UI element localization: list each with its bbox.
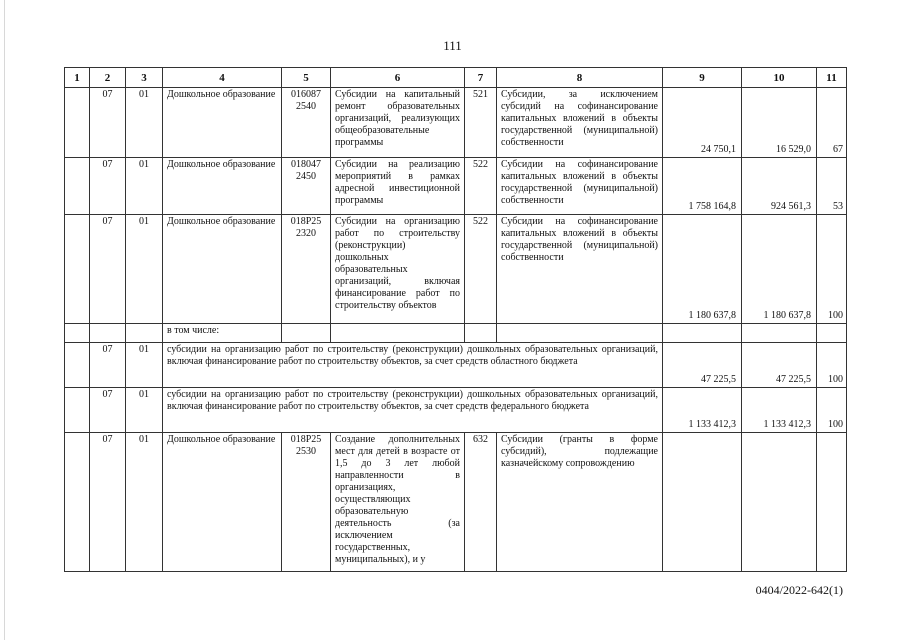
cell-percent: 100 <box>817 343 847 388</box>
cell-col1 <box>65 215 90 324</box>
cell-plan <box>663 433 742 572</box>
cell-percent: 53 <box>817 158 847 215</box>
header-cell: 3 <box>126 68 163 88</box>
cell-description: Субсидии на организацию работ по строительству (реконструкции) дошкольных образовательных организаций, включая финансирование работ по строительству объектов <box>331 215 465 324</box>
cell-plan: 24 750,1 <box>663 88 742 158</box>
cell-expense-name: Субсидии, за исключением субсидий на софинансирование капитальных вложений в объекты государственной (муниципальной) собственности <box>497 88 663 158</box>
scan-edge <box>4 0 5 640</box>
cell-sub-description: субсидии на организацию работ по строительству (реконструкции) дошкольных образовательных организаций, включая финансирование работ по строительству объектов, за счет средств федерального бюджета <box>163 388 663 433</box>
cell-percent <box>817 433 847 572</box>
cell-description: Субсидии на капитальный ремонт образовательных организаций, реализующих общеобразовательные программы <box>331 88 465 158</box>
cell-subsection: 01 <box>126 433 163 572</box>
cell-plan: 1 133 412,3 <box>663 388 742 433</box>
cell-section: 07 <box>90 215 126 324</box>
header-cell: 10 <box>742 68 817 88</box>
header-cell: 5 <box>282 68 331 88</box>
table-row <box>65 158 847 215</box>
cell-percent: 100 <box>817 388 847 433</box>
cell-description: Создание дополнительных мест для детей в возрасте от 1,5 до 3 лет любой направленности в организациях, осуществляющих образовательную деятельность (за исключением государственных, муниципальных), и у <box>331 433 465 572</box>
cell-col1 <box>65 343 90 388</box>
header-cell: 11 <box>817 68 847 88</box>
table-row <box>65 215 847 324</box>
header-cell: 9 <box>663 68 742 88</box>
cell-expense-type: 522 <box>465 215 497 324</box>
cell-percent: 67 <box>817 88 847 158</box>
table-row <box>65 433 847 572</box>
budget-table <box>64 67 847 572</box>
cell-section: 07 <box>90 88 126 158</box>
subtotal-row <box>65 324 847 343</box>
cell-col1 <box>65 158 90 215</box>
cell-expense-name: Субсидии на софинансирование капитальных вложений в объекты государственной (муниципальной) собственности <box>497 215 663 324</box>
sub-row <box>65 388 847 433</box>
cell-percent: 100 <box>817 215 847 324</box>
cell-plan: 1 180 637,8 <box>663 215 742 324</box>
cell-expense-name: Субсидии на софинансирование капитальных вложений в объекты государственной (муниципальной) собственности <box>497 158 663 215</box>
cell-section: 07 <box>90 433 126 572</box>
cell-subsection: 01 <box>126 388 163 433</box>
header-cell: 7 <box>465 68 497 88</box>
cell-name: Дошкольное образование <box>163 88 282 158</box>
cell-expense-type: 522 <box>465 158 497 215</box>
cell-expense-type: 632 <box>465 433 497 572</box>
cell-description: Субсидии на реализацию мероприятий в рамках адресной инвестиционной программы <box>331 158 465 215</box>
cell-target-code: 018P25 2320 <box>282 215 331 324</box>
sub-row <box>65 343 847 388</box>
header-cell: 4 <box>163 68 282 88</box>
cell-name: Дошкольное образование <box>163 158 282 215</box>
cell-target-code: 018047 2450 <box>282 158 331 215</box>
cell-section: 07 <box>90 343 126 388</box>
cell-fact: 1 133 412,3 <box>742 388 817 433</box>
cell-expense-type: 521 <box>465 88 497 158</box>
cell-fact: 1 180 637,8 <box>742 215 817 324</box>
cell-sub-description: субсидии на организацию работ по строительству (реконструкции) дошкольных образовательных организаций, включая финансирование работ по строительству объектов, за счет средств областного бюджета <box>163 343 663 388</box>
cell-name: Дошкольное образование <box>163 433 282 572</box>
cell-subsection: 01 <box>126 158 163 215</box>
table-header-row <box>65 68 847 88</box>
subtotal-label: в том числе: <box>163 324 282 343</box>
cell-fact: 47 225,5 <box>742 343 817 388</box>
cell-col1 <box>65 88 90 158</box>
cell-subsection: 01 <box>126 88 163 158</box>
cell-target-code: 016087 2540 <box>282 88 331 158</box>
cell-col1 <box>65 433 90 572</box>
header-cell: 6 <box>331 68 465 88</box>
cell-section: 07 <box>90 388 126 433</box>
cell-fact <box>742 433 817 572</box>
header-cell: 1 <box>65 68 90 88</box>
cell-plan: 1 758 164,8 <box>663 158 742 215</box>
cell-col1 <box>65 388 90 433</box>
cell-plan: 47 225,5 <box>663 343 742 388</box>
cell-expense-name: Субсидии (гранты в форме субсидий), подлежащие казначейскому сопровождению <box>497 433 663 572</box>
table-row <box>65 88 847 158</box>
cell-fact: 16 529,0 <box>742 88 817 158</box>
cell-name: Дошкольное образование <box>163 215 282 324</box>
cell-section: 07 <box>90 158 126 215</box>
document-code: 0404/2022-642(1) <box>755 583 843 597</box>
page-number: 111 <box>443 38 462 53</box>
cell-subsection: 01 <box>126 215 163 324</box>
cell-target-code: 018P25 2530 <box>282 433 331 572</box>
header-cell: 2 <box>90 68 126 88</box>
cell-subsection: 01 <box>126 343 163 388</box>
header-cell: 8 <box>497 68 663 88</box>
cell-fact: 924 561,3 <box>742 158 817 215</box>
